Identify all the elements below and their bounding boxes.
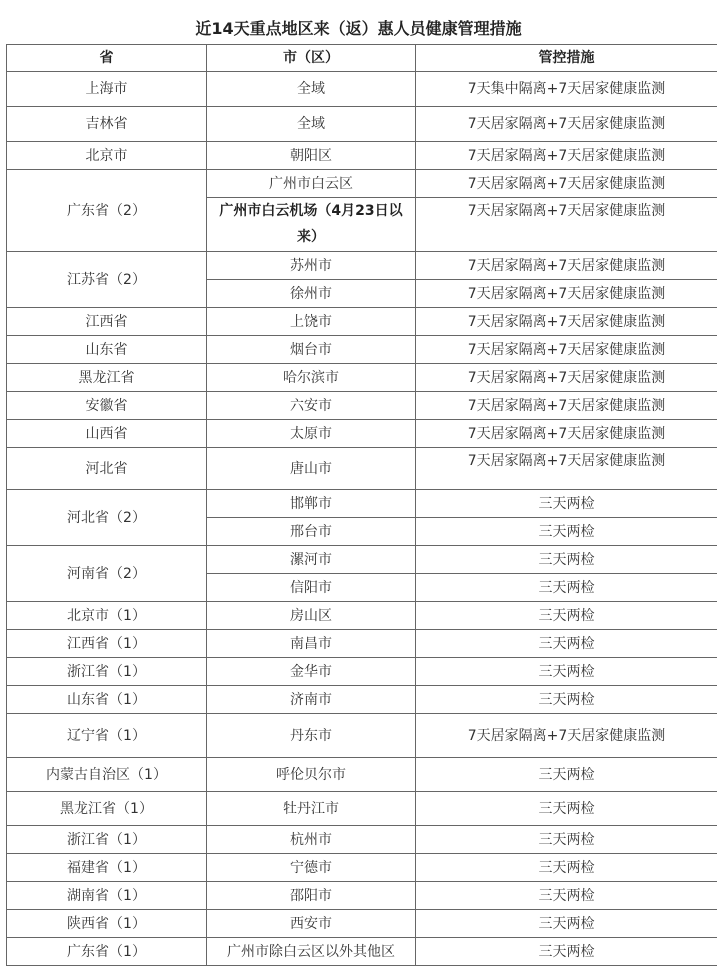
measure-cell: 三天两检 <box>416 658 717 686</box>
header-province: 省 <box>7 45 207 72</box>
table-row <box>7 658 717 686</box>
province-cell: 辽宁省（1） <box>7 714 207 758</box>
measure-cell: 7天居家隔离+7天居家健康监测 <box>416 280 717 308</box>
measure-cell: 三天两检 <box>416 910 717 938</box>
measure-cell: 7天集中隔离+7天居家健康监测 <box>416 72 717 107</box>
province-cell: 北京市 <box>7 142 207 170</box>
city-cell: 唐山市 <box>207 448 416 490</box>
table-row <box>7 882 717 910</box>
province-cell: 内蒙古自治区（1） <box>7 758 207 792</box>
city-cell: 杭州市 <box>207 826 416 854</box>
table-row <box>7 170 717 198</box>
table-row <box>7 336 717 364</box>
measure-cell: 三天两检 <box>416 758 717 792</box>
table-row <box>7 686 717 714</box>
province-cell: 河南省（2） <box>7 546 207 602</box>
measure-cell: 7天居家隔离+7天居家健康监测 <box>416 448 717 490</box>
province-cell: 山东省（1） <box>7 686 207 714</box>
province-cell: 江西省 <box>7 308 207 336</box>
table-row <box>7 107 717 142</box>
table-row <box>7 792 717 826</box>
measure-cell: 三天两检 <box>416 490 717 518</box>
measure-cell: 7天居家隔离+7天居家健康监测 <box>416 392 717 420</box>
table-row <box>7 448 717 490</box>
table-row <box>7 758 717 792</box>
table-row <box>7 938 717 966</box>
province-cell: 湖南省（1） <box>7 882 207 910</box>
city-cell: 呼伦贝尔市 <box>207 758 416 792</box>
measure-cell: 7天居家隔离+7天居家健康监测 <box>416 364 717 392</box>
table-row <box>7 252 717 280</box>
measure-cell: 三天两检 <box>416 792 717 826</box>
city-cell: 信阳市 <box>207 574 416 602</box>
measure-cell: 三天两检 <box>416 602 717 630</box>
province-cell: 安徽省 <box>7 392 207 420</box>
city-cell: 苏州市 <box>207 252 416 280</box>
province-cell: 广东省（1） <box>7 938 207 966</box>
province-cell: 河北省 <box>7 448 207 490</box>
measure-cell: 三天两检 <box>416 546 717 574</box>
city-cell: 房山区 <box>207 602 416 630</box>
table-row <box>7 364 717 392</box>
province-cell: 黑龙江省（1） <box>7 792 207 826</box>
header-measure: 管控措施 <box>416 45 717 72</box>
table-row <box>7 630 717 658</box>
city-cell: 漯河市 <box>207 546 416 574</box>
table-row <box>7 826 717 854</box>
city-cell: 广州市白云机场（4月23日以来） <box>207 198 416 252</box>
table-row <box>7 142 717 170</box>
province-cell: 上海市 <box>7 72 207 107</box>
province-cell: 河北省（2） <box>7 490 207 546</box>
table-row <box>7 602 717 630</box>
city-cell: 上饶市 <box>207 308 416 336</box>
city-cell: 丹东市 <box>207 714 416 758</box>
province-cell: 北京市（1） <box>7 602 207 630</box>
page-title: 近14天重点地区来（返）惠人员健康管理措施 <box>195 19 522 38</box>
table-row <box>7 490 717 518</box>
city-cell: 六安市 <box>207 392 416 420</box>
city-cell: 邯郸市 <box>207 490 416 518</box>
city-cell: 哈尔滨市 <box>207 364 416 392</box>
measure-cell: 三天两检 <box>416 574 717 602</box>
city-cell: 全域 <box>207 107 416 142</box>
measure-cell: 7天居家隔离+7天居家健康监测 <box>416 336 717 364</box>
measure-cell: 三天两检 <box>416 854 717 882</box>
province-cell: 浙江省（1） <box>7 826 207 854</box>
province-cell: 江西省（1） <box>7 630 207 658</box>
city-cell: 济南市 <box>207 686 416 714</box>
measure-cell: 三天两检 <box>416 938 717 966</box>
measure-cell: 三天两检 <box>416 826 717 854</box>
measure-cell: 三天两检 <box>416 882 717 910</box>
measure-cell: 7天居家隔离+7天居家健康监测 <box>416 420 717 448</box>
table-row <box>7 308 717 336</box>
city-cell: 烟台市 <box>207 336 416 364</box>
province-cell: 江苏省（2） <box>7 252 207 308</box>
city-cell: 南昌市 <box>207 630 416 658</box>
city-cell: 全域 <box>207 72 416 107</box>
city-cell: 西安市 <box>207 910 416 938</box>
city-cell: 太原市 <box>207 420 416 448</box>
city-cell: 广州市白云区 <box>207 170 416 198</box>
measure-cell: 7天居家隔离+7天居家健康监测 <box>416 252 717 280</box>
table-row <box>7 910 717 938</box>
city-cell: 邢台市 <box>207 518 416 546</box>
table-row <box>7 420 717 448</box>
measure-cell: 7天居家隔离+7天居家健康监测 <box>416 714 717 758</box>
table-row <box>7 714 717 758</box>
measure-cell: 三天两检 <box>416 686 717 714</box>
table-row <box>7 72 717 107</box>
measures-table <box>6 44 717 966</box>
measure-cell: 三天两检 <box>416 630 717 658</box>
province-cell: 浙江省（1） <box>7 658 207 686</box>
table-row <box>7 392 717 420</box>
province-cell: 广东省（2） <box>7 170 207 252</box>
province-cell: 吉林省 <box>7 107 207 142</box>
province-cell: 福建省（1） <box>7 854 207 882</box>
city-cell: 金华市 <box>207 658 416 686</box>
city-cell: 广州市除白云区以外其他区 <box>207 938 416 966</box>
city-cell: 牡丹江市 <box>207 792 416 826</box>
header-city: 市（区） <box>207 45 416 72</box>
table-header-row <box>7 45 717 72</box>
table-row <box>7 854 717 882</box>
province-cell: 陕西省（1） <box>7 910 207 938</box>
measure-cell: 7天居家隔离+7天居家健康监测 <box>416 308 717 336</box>
measure-cell: 7天居家隔离+7天居家健康监测 <box>416 198 717 252</box>
table-row <box>7 546 717 574</box>
province-cell: 山东省 <box>7 336 207 364</box>
measure-cell: 三天两检 <box>416 518 717 546</box>
province-cell: 黑龙江省 <box>7 364 207 392</box>
city-cell: 徐州市 <box>207 280 416 308</box>
measure-cell: 7天居家隔离+7天居家健康监测 <box>416 170 717 198</box>
province-cell: 山西省 <box>7 420 207 448</box>
city-cell: 宁德市 <box>207 854 416 882</box>
city-cell: 邵阳市 <box>207 882 416 910</box>
city-cell: 朝阳区 <box>207 142 416 170</box>
measure-cell: 7天居家隔离+7天居家健康监测 <box>416 142 717 170</box>
measure-cell: 7天居家隔离+7天居家健康监测 <box>416 107 717 142</box>
